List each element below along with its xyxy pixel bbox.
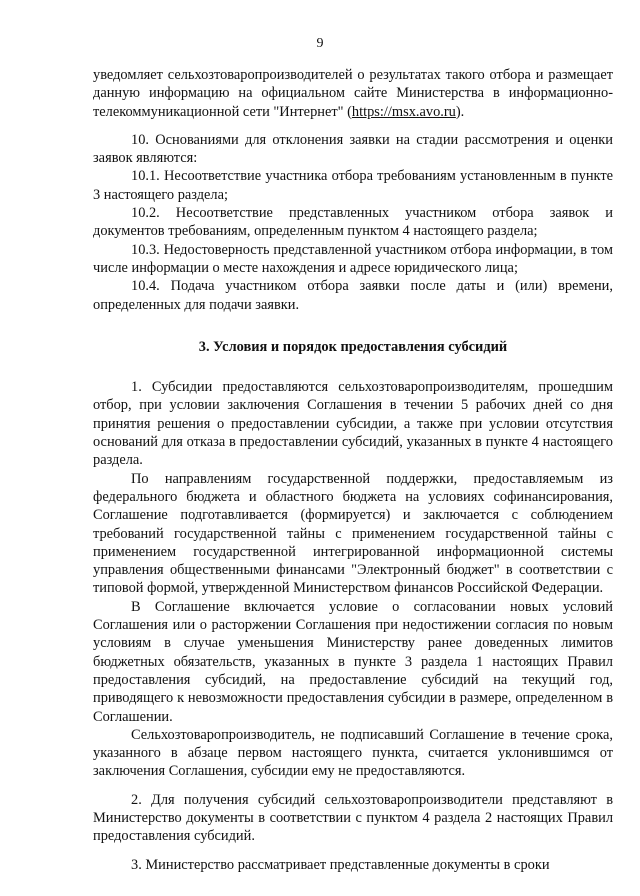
section3-clause-1-paragraph-2: По направлениям государственной поддержки, предоставляемым из федерального бюджета и областного бюджета на условиях софинансирования, Соглашение подготавливается (формируется) и заключается с соблюдением требований государственной тайны с применением государственной тайны с применением государственной интегрированной информационной системы управления общественными финансами "Электронный бюджет" в соответствии с типовой формой, утвержденной Министерством финансов Российской Федерации. [93,470,613,597]
intro-paragraph [93,66,613,121]
clause-10-3: 10.3. Недостоверность представленной участником отбора информации, в том числе информации о месте нахождения и адресе юридического лица; [93,241,613,276]
intro-tail: ). [455,103,465,120]
section3-clause-1: 1. Субсидии предоставляются сельхозтоваропроизводителям, прошедшим отбор, при условии заключения Соглашения в течении 5 рабочих дней со дня принятия решения о предоставлении субсидии, а также при условии отсутствия оснований для отказа в предоставлении субсидий, указанных в пункте 4 настоящего раздела. [93,379,613,469]
section-heading: 3. Условия и порядок предоставления субсидий [198,338,508,355]
clause-10: 10. Основаниями для отклонения заявки на стадии рассмотрения и оценки заявок являются: [93,131,613,167]
clause-10-4: 10.4. Подача участником отбора заявки после даты и (или) времени, определенных для подачи заявки. [93,278,613,313]
clause-10-1: 10.1. Несоответствие участника отбора требованиям установленным в пункте 3 настоящего раздела; [93,168,613,203]
intro-text: уведомляет сельхозтоваропроизводителей о результатах такого отбора и размещает данную информацию на официальном сайте Министерства в информационно-телекоммуникационной сети "Интернет" ( [93,67,613,120]
section3-clause-1-paragraph-4: Сельхозтоваропроизводитель, не подписавший Соглашение в течение срока, указанного в абзаце первом настоящего пункта, считается уклонившимся от заключения Соглашения, субсидии ему не предоставляются. [93,726,613,780]
clause-10-2: 10.2. Несоответствие представленных участником отбора заявок и документов требованиям, определенным пунктом 4 настоящего раздела; [93,205,613,240]
section3-clause-3: 3. Министерство рассматривает представленные документы в сроки [131,856,550,873]
section3-clause-1-paragraph-3: В Соглашение включается условие о согласовании новых условий Соглашения или о расторжении Соглашения при недостижении согласия по новым условиям в случае уменьшения Министерству ранее доведенных лимитов бюджетных обязательств, указанных в пункте 3 раздела 1 настоящих Правил предоставления субсидий, на предоставление субсидий на текущий год, приводящего к невозможности предоставления субсидии в размере, определенном в Соглашении. [93,598,613,725]
document-body [93,66,613,874]
section3-clause-2: 2. Для получения субсидий сельхозтоваропроизводители представляют в Министерство документы в соответствии с пунктом 4 раздела 2 настоящих Правил предоставления субсидий. [93,791,613,845]
ministry-website-link[interactable]: https://msx.avo.ru [351,103,456,120]
page-number: 9 [316,36,324,51]
